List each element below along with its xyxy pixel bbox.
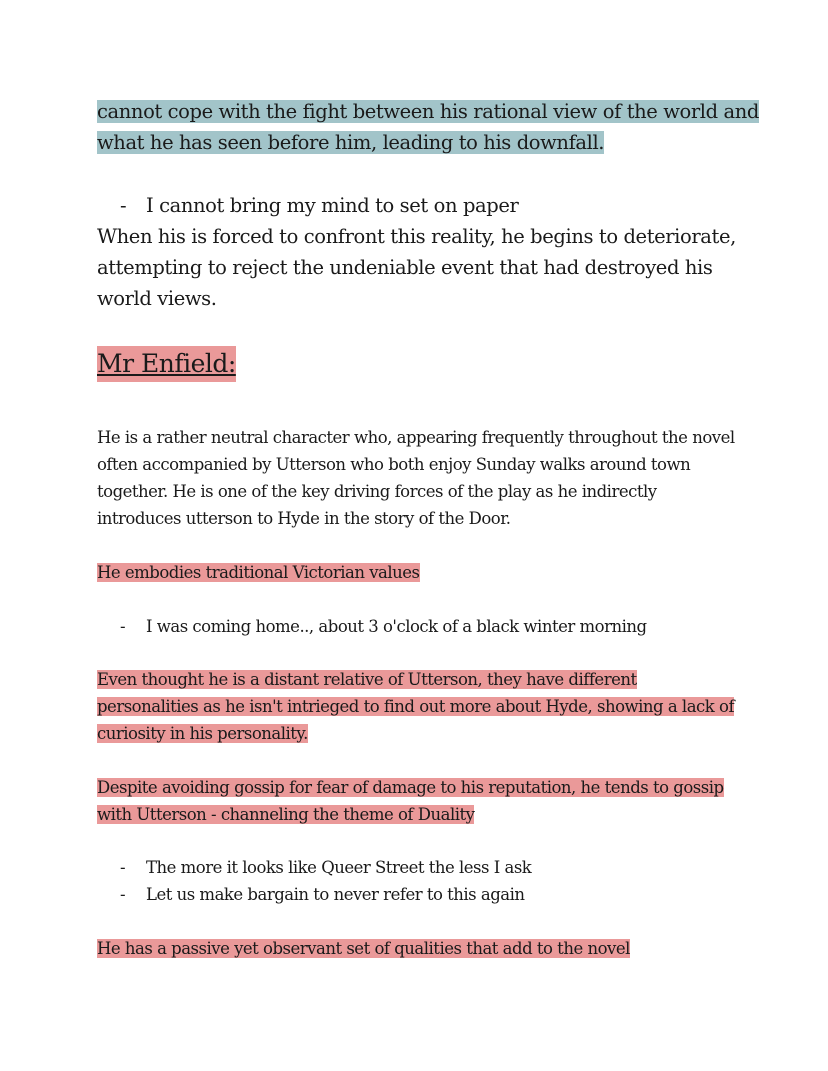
paragraph-line: He is a rather neutral character who, appearing frequently throughout the novel	[97, 428, 735, 447]
quote-bullet	[120, 854, 531, 881]
highlighted-line	[97, 96, 759, 127]
section-heading: Mr Enfield:	[97, 346, 236, 382]
quote-bullet	[120, 881, 525, 908]
quote-text: The more it looks like Queer Street the less I ask	[146, 858, 532, 877]
highlighted-point	[97, 935, 630, 962]
bullet-dash: -	[120, 858, 126, 877]
highlighted-line	[97, 127, 604, 158]
bullet-dash: -	[120, 194, 127, 217]
quote-text: I was coming home.., about 3 o'clock of a black winter morning	[146, 617, 647, 636]
highlighted-line	[97, 774, 724, 801]
highlighted-point	[97, 559, 420, 586]
paragraph-line: together. He is one of the key driving forces of the play as he indirectly	[97, 482, 657, 501]
paragraph-line: often accompanied by Utterson who both enjoy Sunday walks around town	[97, 455, 691, 474]
bullet-dash: -	[120, 885, 126, 904]
text: cannot cope with the fight between his rational view of the world and	[97, 100, 759, 123]
quote-text: Let us make bargain to never refer to this again	[146, 885, 525, 904]
quote-text: I cannot bring my mind to set on paper	[146, 194, 519, 217]
paragraph-line: When his is forced to confront this reality, he begins to deteriorate,	[97, 225, 736, 248]
text: Despite avoiding gossip for fear of damage to his reputation, he tends to gossip	[97, 778, 724, 797]
paragraph-line: world views.	[97, 287, 217, 310]
text: curiosity in his personality.	[97, 724, 308, 743]
highlighted-line	[97, 801, 474, 828]
highlighted-line	[97, 693, 734, 720]
highlighted-line	[97, 666, 637, 693]
text: what he has seen before him, leading to his downfall.	[97, 131, 605, 154]
quote-bullet	[120, 613, 647, 640]
text: He embodies traditional Victorian values	[97, 563, 420, 582]
bullet-dash: -	[120, 617, 126, 636]
paragraph-line: introduces utterson to Hyde in the story of the Door.	[97, 509, 511, 528]
paragraph-line: attempting to reject the undeniable event that had destroyed his	[97, 256, 713, 279]
text: Even thought he is a distant relative of Utterson, they have different	[97, 670, 637, 689]
text: with Utterson - channeling the theme of Duality	[97, 805, 475, 824]
quote-bullet	[120, 190, 518, 221]
text: He has a passive yet observant set of qualities that add to the novel	[97, 939, 630, 958]
highlighted-line	[97, 720, 308, 747]
text: personalities as he isn't intrieged to find out more about Hyde, showing a lack of	[97, 697, 735, 716]
